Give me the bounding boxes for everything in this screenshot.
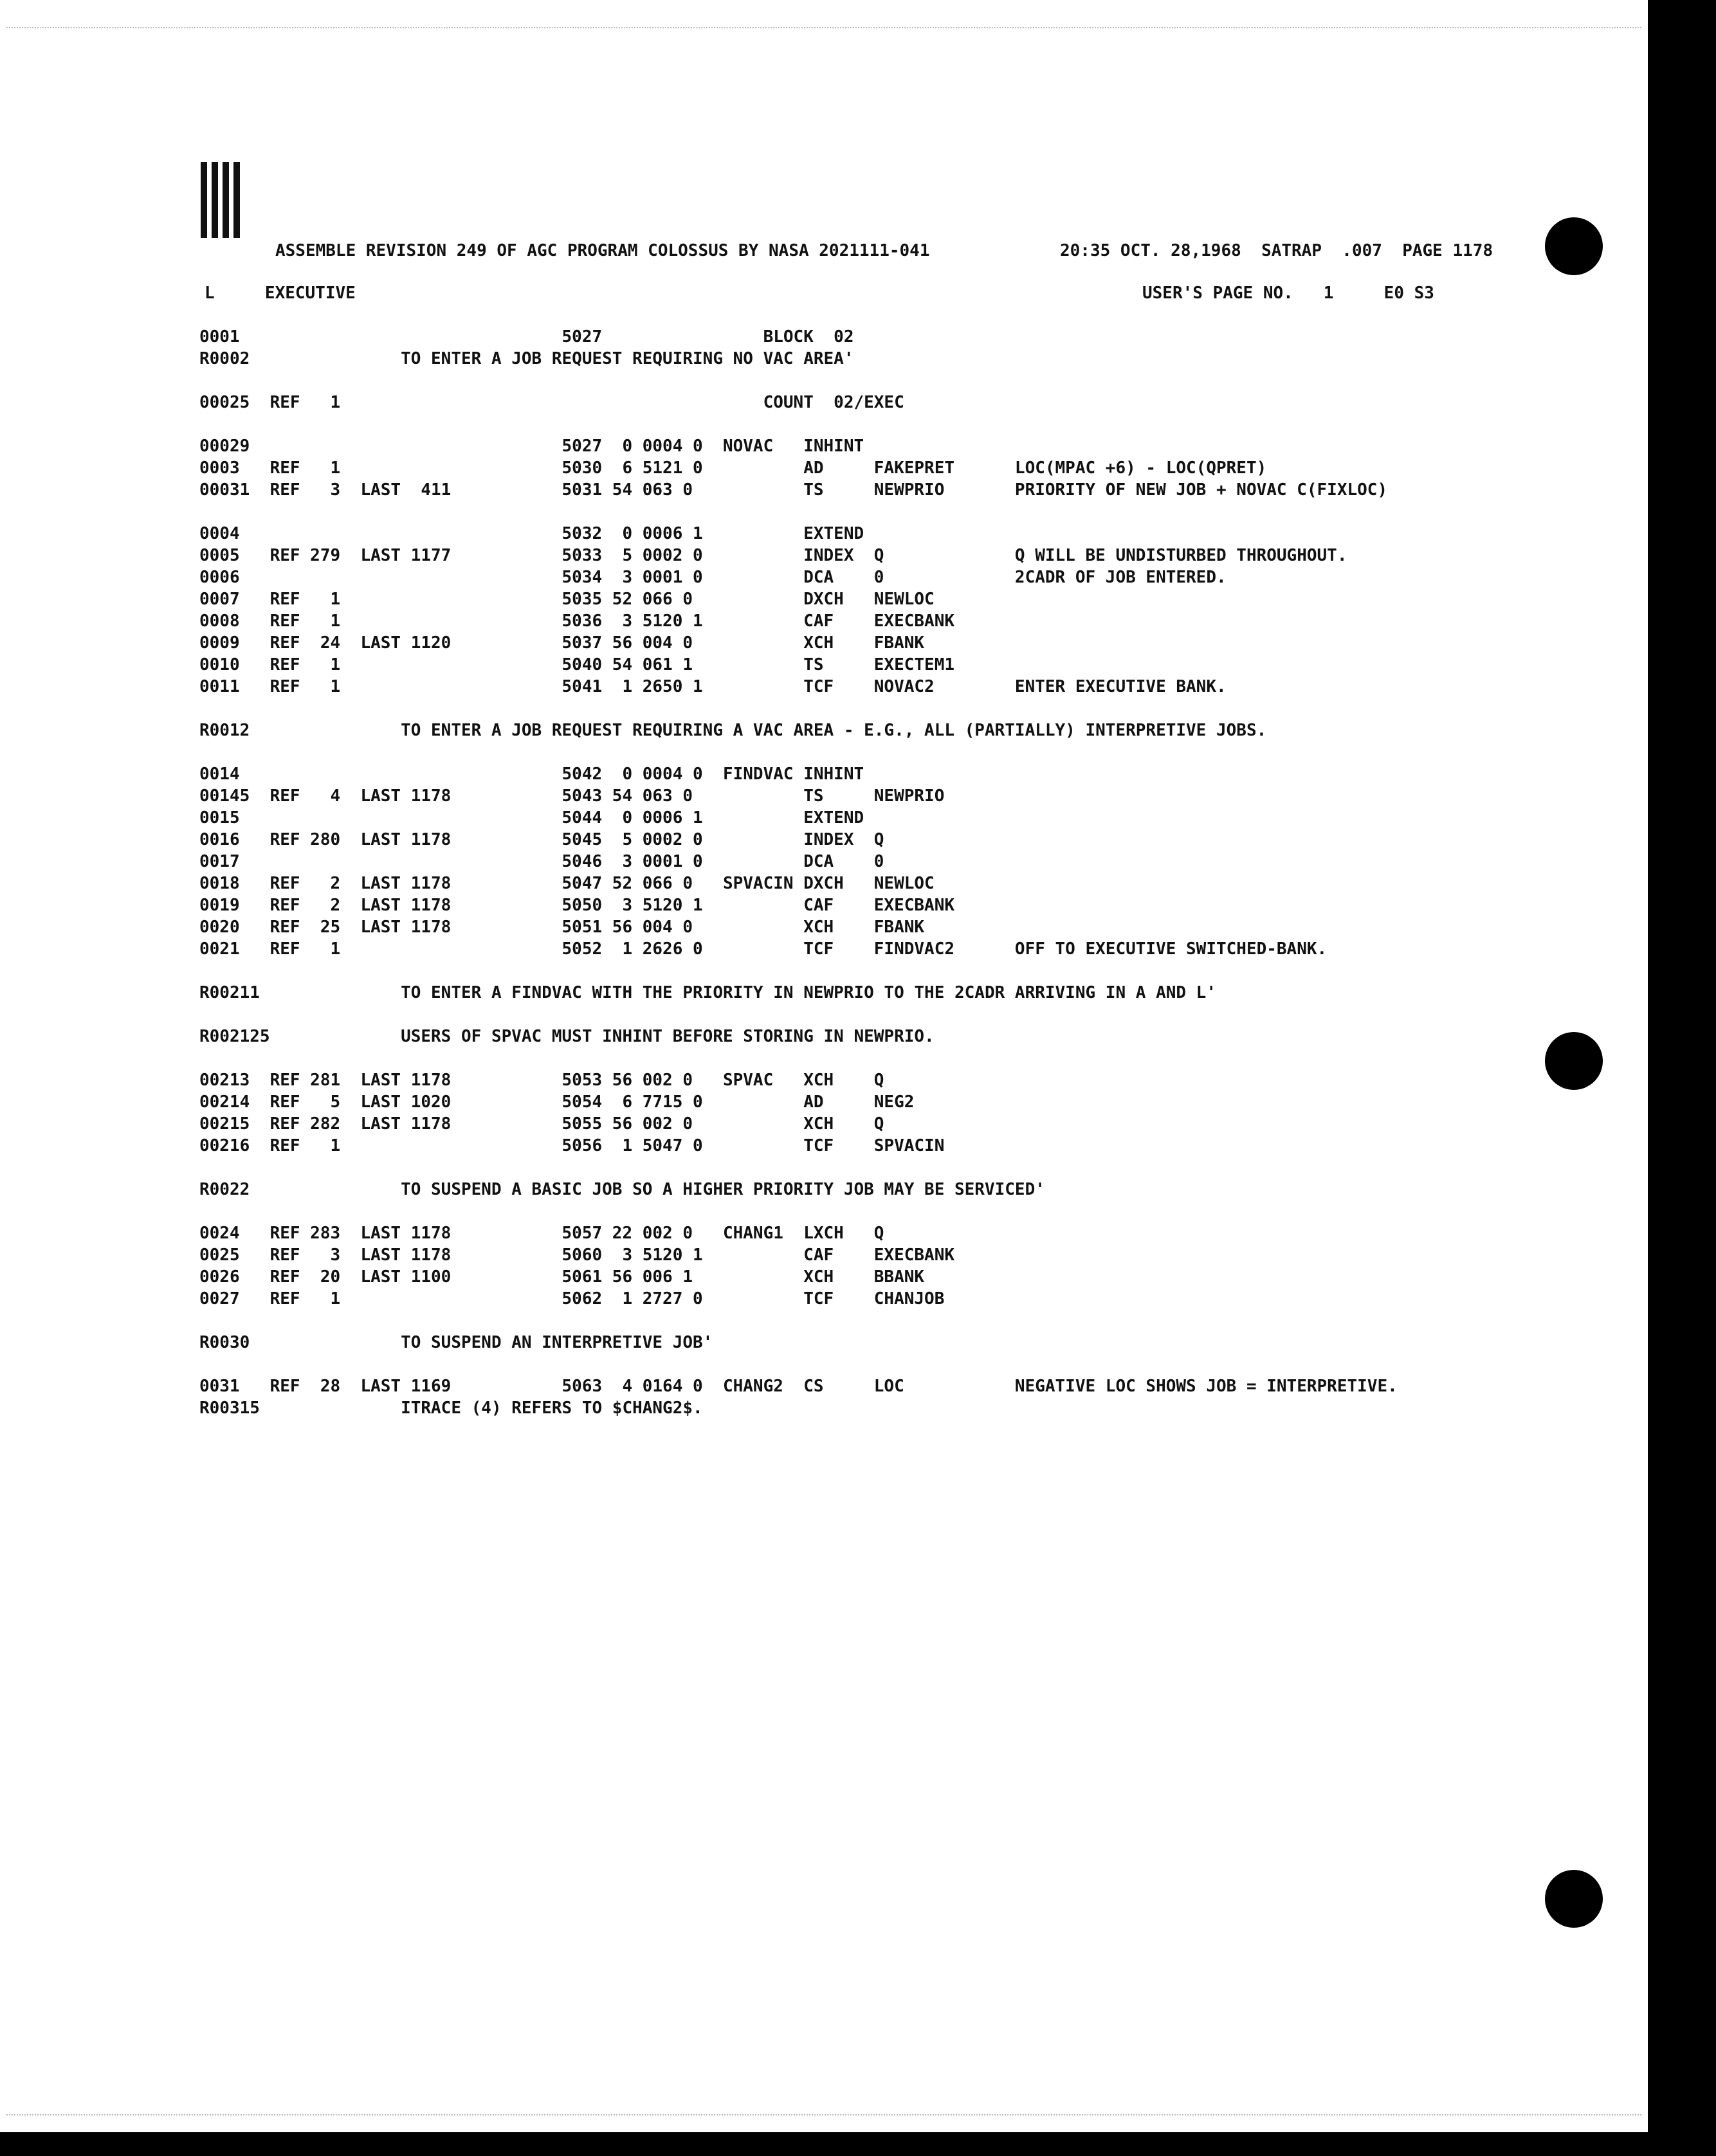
listing-line: 0007 REF 1 5035 52 066 0 DXCH NEWLOC <box>199 590 935 609</box>
listing-line: 0011 REF 1 5041 1 2650 1 TCF NOVAC2 ENTER EXECUTIVE BANK. <box>199 677 1227 696</box>
listing-line: 0014 5042 0 0004 0 FINDVAC INHINT <box>199 765 864 784</box>
listing-line: 00215 REF 282 LAST 1178 5055 56 002 0 XCH Q <box>199 1114 884 1134</box>
listing-line: 00216 REF 1 5056 1 5047 0 TCF SPVACIN <box>199 1136 945 1155</box>
listing-line: 00214 REF 5 LAST 1020 5054 6 7715 0 AD NEG2 <box>199 1092 915 1112</box>
listing-line: 00029 5027 0 0004 0 NOVAC INHINT <box>199 437 864 456</box>
bottom-perforation-rule <box>6 2114 1641 2115</box>
listing-line: 0008 REF 1 5036 3 5120 1 CAF EXECBANK <box>199 611 954 631</box>
listing-line: 0018 REF 2 LAST 1178 5047 52 066 0 SPVACIN DXCH NEWLOC <box>199 874 935 893</box>
listing-line: 0026 REF 20 LAST 1100 5061 56 006 1 XCH BBANK <box>199 1267 925 1287</box>
listing-line: 0016 REF 280 LAST 1178 5045 5 0002 0 INDEX Q <box>199 830 884 849</box>
listing-line: 0027 REF 1 5062 1 2727 0 TCF CHANJOB <box>199 1289 945 1309</box>
punch-hole-middle <box>1545 1032 1603 1090</box>
listing-line: 0017 5046 3 0001 0 DCA 0 <box>199 852 884 871</box>
listing-line: R0030 TO SUSPEND AN INTERPRETIVE JOB' <box>199 1333 713 1352</box>
listing-line: R0022 TO SUSPEND A BASIC JOB SO A HIGHER PRIORITY JOB MAY BE SERVICED' <box>199 1180 1045 1199</box>
listing-line: 0015 5044 0 0006 1 EXTEND <box>199 808 864 828</box>
users-page-number: USER'S PAGE NO. 1 E0 S3 <box>1142 284 1434 303</box>
listing-line: 0024 REF 283 LAST 1178 5057 22 002 0 CHANG1 LXCH Q <box>199 1224 884 1243</box>
listing-line: 0019 REF 2 LAST 1178 5050 3 5120 1 CAF EXECBANK <box>199 896 954 915</box>
listing-line: 0025 REF 3 LAST 1178 5060 3 5120 1 CAF EXECBANK <box>199 1246 954 1265</box>
punch-hole-bottom <box>1545 1870 1603 1928</box>
listing-line: 0004 5032 0 0006 1 EXTEND <box>199 524 864 543</box>
listing-line: 0020 REF 25 LAST 1178 5051 56 004 0 XCH FBANK <box>199 918 925 937</box>
top-perforation-rule <box>6 27 1641 28</box>
listing-line: 00145 REF 4 LAST 1178 5043 54 063 0 TS NEWPRIO <box>199 786 945 806</box>
listing-line: R00211 TO ENTER A FINDVAC WITH THE PRIORITY IN NEWPRIO TO THE 2CADR ARRIVING IN A AND L' <box>199 983 1216 1002</box>
listing-line: R00315 ITRACE (4) REFERS TO $CHANG2$. <box>199 1399 703 1418</box>
listing-line: 0021 REF 1 5052 1 2626 0 TCF FINDVAC2 OFF TO EXECUTIVE SWITCHED-BANK. <box>199 939 1328 959</box>
listing-line: 00213 REF 281 LAST 1178 5053 56 002 0 SPVAC XCH Q <box>199 1071 884 1090</box>
listing-line: 00031 REF 3 LAST 411 5031 54 063 0 TS NEWPRIO PRIORITY OF NEW JOB + NOVAC C(FIXLOC) <box>199 480 1388 500</box>
listing-line: 0003 REF 1 5030 6 5121 0 AD FAKEPRET LOC(MPAC +6) - LOC(QPRET) <box>199 458 1267 478</box>
assembly-title: ASSEMBLE REVISION 249 OF AGC PROGRAM COLOSSUS BY NASA 2021111-041 <box>275 241 930 260</box>
listing-line: 0010 REF 1 5040 54 061 1 TS EXECTEM1 <box>199 655 954 675</box>
punch-hole-top <box>1545 217 1603 275</box>
section-name: L EXECUTIVE <box>205 284 356 303</box>
listing-line: R0002 TO ENTER A JOB REQUEST REQUIRING NO VAC AREA' <box>199 349 854 368</box>
listing-line: 00025 REF 1 COUNT 02/EXEC <box>199 393 904 412</box>
listing-line: R0012 TO ENTER A JOB REQUEST REQUIRING A VAC AREA - E.G., ALL (PARTIALLY) INTERPRETIVE JOBS. <box>199 721 1267 740</box>
listing-line: 0006 5034 3 0001 0 DCA 0 2CADR OF JOB ENTERED. <box>199 568 1227 587</box>
listing-line: 0005 REF 279 LAST 1177 5033 5 0002 0 INDEX Q Q WILL BE UNDISTURBED THROUGHOUT. <box>199 546 1347 565</box>
listing-line: 0001 5027 BLOCK 02 <box>199 327 854 347</box>
assembly-timestamp: 20:35 OCT. 28,1968 SATRAP .007 PAGE 1178 <box>1060 241 1493 260</box>
listing-line: 0031 REF 28 LAST 1169 5063 4 0164 0 CHANG2 CS LOC NEGATIVE LOC SHOWS JOB = INTERPRETIVE. <box>199 1377 1398 1396</box>
listing-line: 0009 REF 24 LAST 1120 5037 56 004 0 XCH FBANK <box>199 633 925 653</box>
listing-line: R002125 USERS OF SPVAC MUST INHINT BEFORE STORING IN NEWPRIO. <box>199 1027 935 1046</box>
